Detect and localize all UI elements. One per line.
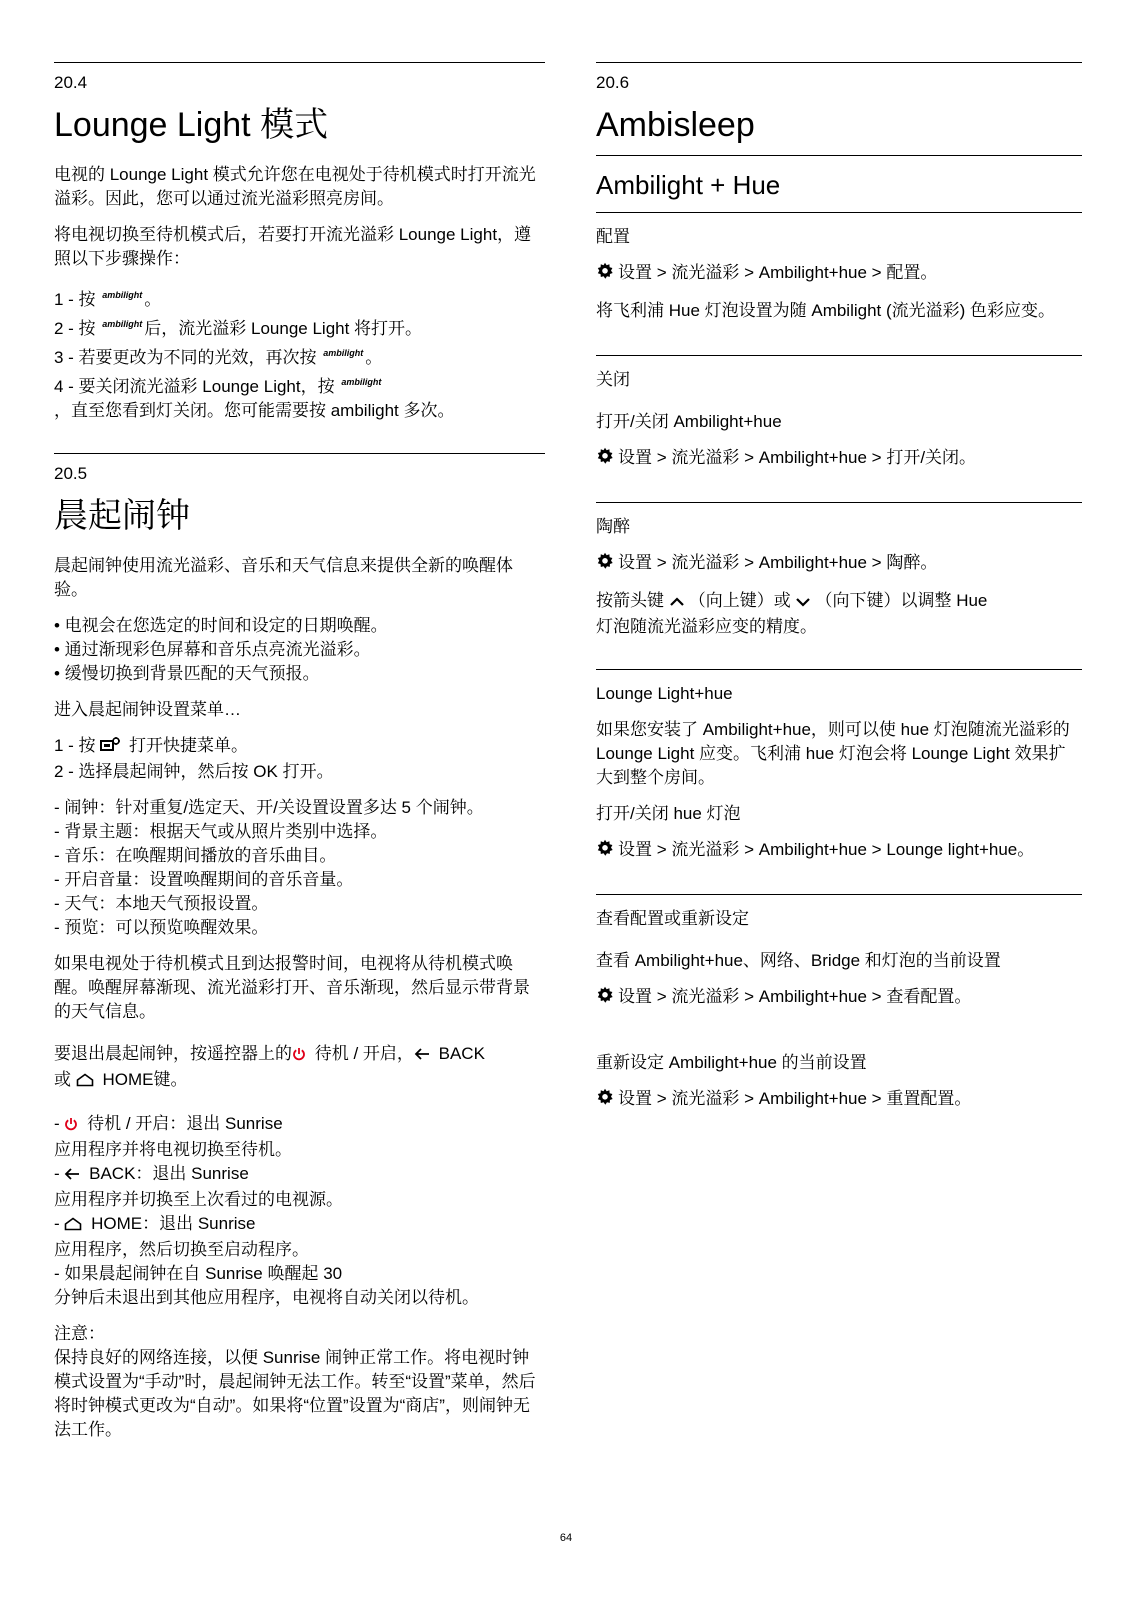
exit-instructions: 要退出晨起闹钟，按遥控器上的 待机 / 开启， BACK 或 HOME键。 — [54, 1042, 545, 1094]
section-title: Lounge Light 模式 — [54, 106, 329, 144]
left-column — [54, 62, 545, 1442]
chevron-down-icon — [795, 591, 811, 615]
right-column — [596, 62, 1082, 1113]
paragraph: 晨起闹钟使用流光溢彩、音乐和天气信息来提供全新的唤醒体验。 — [54, 556, 513, 599]
note-text: 保持良好的网络连接，以便 Sunrise 闹钟正常工作。将电视时钟模式设置为“手动”时，晨起闹钟无法工作。转至“设置”菜单，然后将时钟模式更改为“自动”。如果将“位置”设置为“商店”，则闹钟无法工作。 — [54, 1348, 536, 1439]
section-divider — [596, 62, 1082, 63]
step-2: 2 - 选择晨起闹钟，然后按 OK 打开。 — [54, 762, 334, 781]
step-3: 3 - 若要更改为不同的光效，再次按 $^{ambilight}$ 。 — [54, 348, 383, 367]
paragraph: 如果电视处于待机模式且到达报警时间，电视将从待机模式唤醒。唤醒屏幕渐现、流光溢彩打开、音乐渐现，然后显示带背景的天气信息。 — [54, 954, 530, 1021]
paragraph: 重新设定 Ambilight+hue 的当前设置 — [596, 1053, 867, 1072]
note-label: 注意： — [54, 1324, 105, 1343]
paragraph: 将飞利浦 Hue 灯泡设置为随 Ambilight (流光溢彩) 色彩应变。 — [596, 301, 1056, 320]
power-icon — [292, 1044, 306, 1068]
topic-label: 关闭 — [596, 370, 630, 389]
ambilight-key-label: ambilight — [102, 290, 143, 300]
step-4: 4 - 要关闭流光溢彩 Lounge Light，按 $^{ambilight}$ ，直至您看到灯关闭。您可能需要按 ambilight 多次。 — [54, 377, 455, 420]
step-2: 2 - 按 $^{ambilight}$ 后，流光溢彩 Lounge Light 将打开。 — [54, 319, 423, 338]
paragraph: 应用程序并切换至上次看过的电视源。 — [54, 1190, 343, 1209]
power-icon — [64, 1114, 78, 1138]
option-item: - 音乐：在唤醒期间播放的音乐曲目。 — [54, 846, 337, 865]
gear-icon — [596, 1088, 614, 1113]
topic-label: 陶醉 — [596, 517, 630, 536]
section-title: 晨起闹钟 — [54, 497, 190, 535]
ambilight-key-label: ambilight — [323, 348, 364, 358]
paragraph: - 如果晨起闹钟在自 Sunrise 唤醒起 30 — [54, 1264, 343, 1283]
paragraph: 电视的 Lounge Light 模式允许您在电视处于待机模式时打开流光溢彩。因此，您可以通过流光溢彩照亮房间。 — [54, 165, 536, 208]
option-item: - 预览：可以预览唤醒效果。 — [54, 918, 269, 937]
gear-icon — [596, 986, 614, 1011]
section-divider — [54, 62, 545, 63]
section-number: 20.5 — [54, 464, 88, 483]
bullet-item: • 电视会在您选定的时间和设定的日期唤醒。 — [54, 616, 388, 635]
gear-icon — [596, 839, 614, 864]
gear-icon — [596, 552, 614, 577]
subsection-divider — [596, 669, 1082, 670]
menu-path: 设置 > 流光溢彩 > Ambilight+hue > 陶醉。 — [596, 551, 1082, 577]
gear-icon — [596, 447, 614, 472]
subsection-divider — [596, 355, 1082, 356]
section-number: 20.6 — [596, 73, 630, 92]
option-item: - 开启音量：设置唤醒期间的音乐音量。 — [54, 870, 354, 889]
paragraph: 进入晨起闹钟设置菜单… — [54, 700, 241, 719]
ambilight-key-label: ambilight — [341, 377, 382, 387]
paragraph: 按箭头键 （向上键）或 （向下键）以调整 Hue 灯泡随流光溢彩应变的精度。 — [596, 591, 988, 636]
menu-path: 设置 > 流光溢彩 > Ambilight+hue > 查看配置。 — [596, 985, 1082, 1011]
paragraph: 查看 Ambilight+hue、网络、Bridge 和灯泡的当前设置 — [596, 951, 1001, 970]
menu-path: 设置 > 流光溢彩 > Ambilight+hue > Lounge light+hue。 — [596, 838, 1082, 864]
subsection-divider — [596, 502, 1082, 503]
exit-option-power: - 待机 / 开启：退出 Sunrise — [54, 1112, 545, 1138]
home-icon — [64, 1214, 82, 1238]
quick-menu-icon — [100, 736, 120, 760]
paragraph: 如果您安装了 Ambilight+hue，则可以使 hue 灯泡随流光溢彩的 Lounge Light 应变。飞利浦 hue 灯泡会将 Lounge Light 效果扩大到整个房间。 — [596, 720, 1070, 787]
step-1: 1 - 按 $^{ambilight}$ 。 — [54, 290, 162, 309]
menu-path: 设置 > 流光溢彩 > Ambilight+hue > 打开/关闭。 — [596, 446, 1082, 472]
exit-option-back: - BACK：退出 Sunrise — [54, 1162, 545, 1188]
option-item: - 闹钟：针对重复/选定天、开/关设置设置多达 5 个闹钟。 — [54, 798, 484, 817]
exit-option-home: - HOME：退出 Sunrise — [54, 1212, 545, 1238]
home-icon — [76, 1070, 94, 1094]
option-item: - 背景主题：根据天气或从照片类别中选择。 — [54, 822, 388, 841]
back-arrow-icon — [64, 1164, 80, 1188]
back-arrow-icon — [414, 1044, 430, 1068]
subsection-divider — [596, 212, 1082, 213]
bullet-item: • 缓慢切换到背景匹配的天气预报。 — [54, 664, 320, 683]
menu-path: 设置 > 流光溢彩 > Ambilight+hue > 重置配置。 — [596, 1087, 1082, 1113]
topic-label: 配置 — [596, 227, 630, 246]
section-divider — [54, 453, 545, 454]
paragraph: 打开/关闭 Ambilight+hue — [596, 412, 782, 431]
paragraph: 将电视切换至待机模式后，若要打开流光溢彩 Lounge Light，遵照以下步骤操作： — [54, 225, 532, 268]
paragraph: 打开/关闭 hue 灯泡 — [596, 804, 741, 823]
subsection-divider — [596, 894, 1082, 895]
subsection-title: Ambilight + Hue — [596, 170, 781, 200]
option-item: - 天气：本地天气预报设置。 — [54, 894, 269, 913]
menu-path: 设置 > 流光溢彩 > Ambilight+hue > 配置。 — [596, 261, 1082, 287]
paragraph: 应用程序并将电视切换至待机。 — [54, 1140, 292, 1159]
ambilight-key-label: ambilight — [102, 319, 143, 329]
bullet-item: • 通过渐现彩色屏幕和音乐点亮流光溢彩。 — [54, 640, 371, 659]
subsection-divider — [596, 155, 1082, 156]
step-1: 1 - 按 打开快捷菜单。 — [54, 734, 545, 760]
gear-icon — [596, 262, 614, 287]
section-number: 20.4 — [54, 73, 88, 92]
page-number: 64 — [559, 1532, 573, 1544]
paragraph: 分钟后未退出到其他应用程序，电视将自动关闭以待机。 — [54, 1288, 479, 1307]
chevron-up-icon — [669, 591, 685, 615]
topic-label: Lounge Light+hue — [596, 684, 733, 703]
section-title: Ambisleep — [596, 106, 755, 144]
paragraph: 应用程序，然后切换至启动程序。 — [54, 1240, 309, 1259]
topic-label: 查看配置或重新设定 — [596, 909, 749, 928]
